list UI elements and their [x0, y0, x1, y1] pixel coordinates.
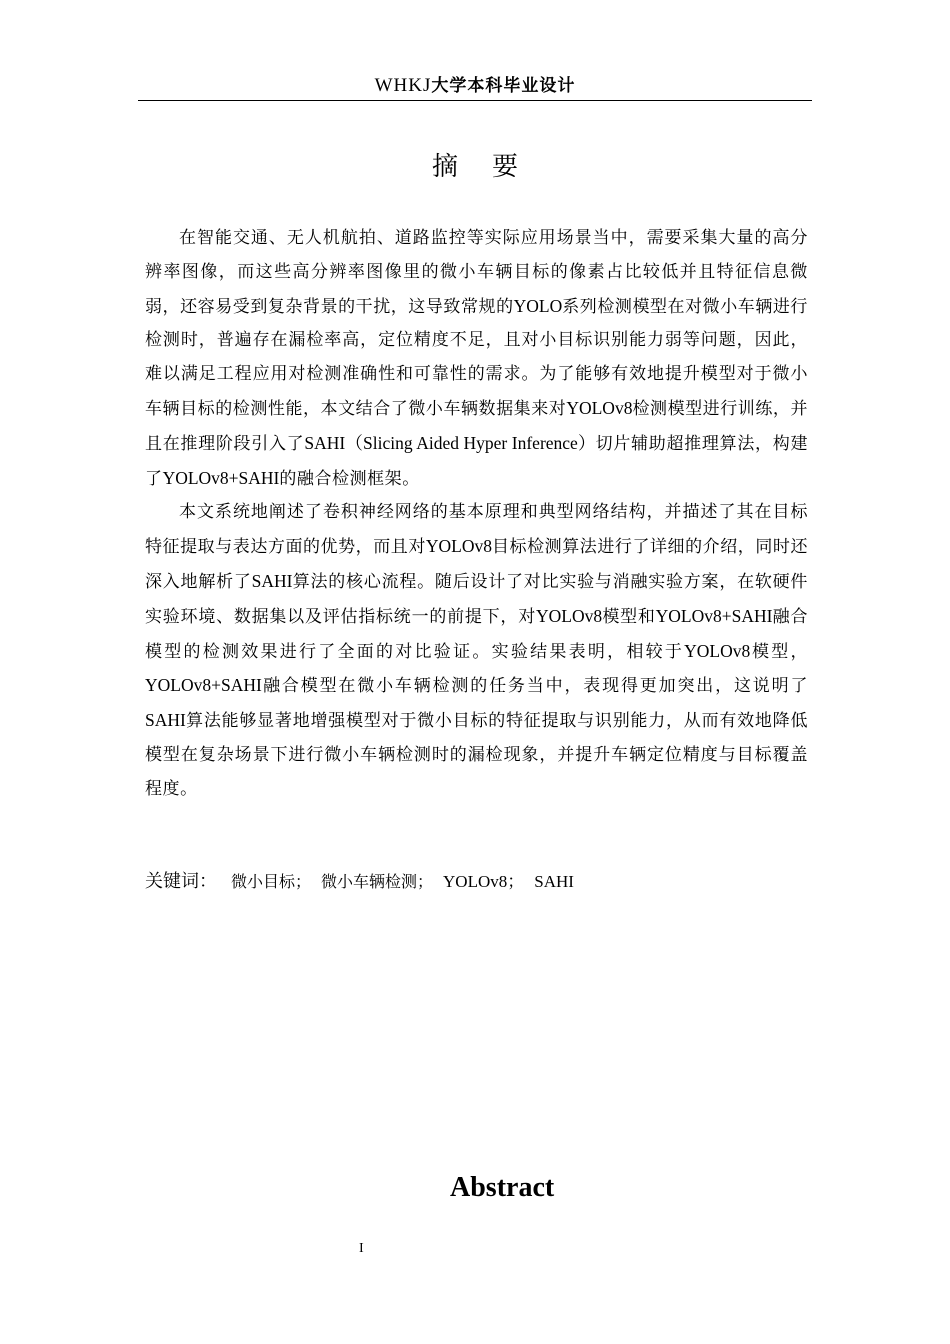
paragraph-2-latin: YOLOv8+SAHI [145, 675, 262, 696]
paragraph-2 [145, 496, 808, 806]
page-number: I [359, 1241, 364, 1256]
paragraph-2-segment: 模型和 [602, 606, 656, 627]
paragraph-2-segment: 融合模型的检测效果进行了全面的对比验证。实验结果表明，相较于 [145, 606, 808, 662]
header-code: WHKJ [374, 75, 432, 96]
paragraph-2-segment: 模型， [750, 641, 808, 662]
paragraph-2-latin: YOLOv8+SAHI [655, 605, 773, 626]
paragraph-2-latin: SAHI [145, 710, 186, 731]
header-school: 大学本科毕业设计 [431, 76, 576, 96]
page-title [0, 147, 950, 187]
paragraph-2-latin: YOLOv8 [425, 536, 492, 557]
page-header [138, 72, 812, 101]
abstract-heading: Abstract [450, 1172, 555, 1203]
paragraph-2-segment: 本文系统地阐述了卷积神经网络的基本原理和典型网络结构，并描述了其在目标特征提取与表达方面的优势，而且对 [145, 502, 808, 558]
paragraph-1-segment: 的融合检测框架。 [279, 468, 420, 489]
title-char-1: 摘 [431, 152, 458, 182]
paragraph-1-latin: YOLOv8+SAHI [162, 467, 280, 488]
keyword-item: 微小车辆检测； [321, 872, 434, 891]
keyword-item: SAHI [534, 872, 574, 891]
abstract-body [145, 222, 808, 807]
paragraph-1-segment: 切片辅助超推理算法，构建了 [145, 433, 808, 489]
keyword-item: 微小目标； [231, 872, 312, 891]
paragraph-1-segment: 系列检测模型在对微小车辆进行检测时，普遍存在漏检率高，定位精度不足，且对小目标识别能力弱等问题，因此，难以满足工程应用对检测准确性和可靠性的需求。为了能够有效地提升模型对于微小车辆目标的检测性能，本文结合了微小车辆数据集来对 [145, 296, 808, 419]
paragraph-1-latin: YOLO [513, 295, 563, 316]
paragraph-1-latin: SAHI（Slicing Aided Hyper Inference） [304, 432, 596, 453]
keywords-label: 关键词： [145, 871, 217, 892]
paragraph-2-latin: YOLOv8 [535, 605, 603, 626]
paragraph-1-segment: 在智能交通、无人机航拍、道路监控等实际应用场景当中，需要采集大量的高分辨率图像，而这些高分辨率图像里的微小车辆目标的像素占比较低并且特征信息微弱，还容易受到复杂背景的干扰，这导致常规的 [145, 228, 808, 317]
paragraph-1-latin: YOLOv8 [566, 397, 633, 418]
paragraph-2-segment: 算法的核心流程。随后设计了对比实验与消融实验方案，在软硬件实验环境、数据集以及评估指标统一的前提下，对 [145, 571, 808, 627]
title-char-2: 要 [492, 152, 519, 182]
paragraph-1 [145, 222, 808, 496]
paragraph-2-latin: YOLOv8 [684, 640, 751, 661]
paragraph-2-segment: 目标检测算法进行了详细的介绍，同时还深入地解析了 [145, 537, 808, 592]
paragraph-2-segment: 融合模型在微小车辆检测的任务当中，表现得更加突出，这说明了 [261, 676, 808, 697]
paragraph-1-segment: 检测模型进行训练，并且在推理阶段引入了 [145, 398, 809, 454]
keyword-item: YOLOv8； [443, 872, 525, 891]
keywords-line [145, 866, 584, 898]
paragraph-2-segment: 算法能够显著地增强模型对于微小目标的特征提取与识别能力，从而有效地降低模型在复杂场景下进行微小车辆检测时的漏检现象，并提升车辆定位精度与目标覆盖程度。 [145, 711, 808, 799]
paragraph-2-latin: SAHI [251, 570, 293, 591]
